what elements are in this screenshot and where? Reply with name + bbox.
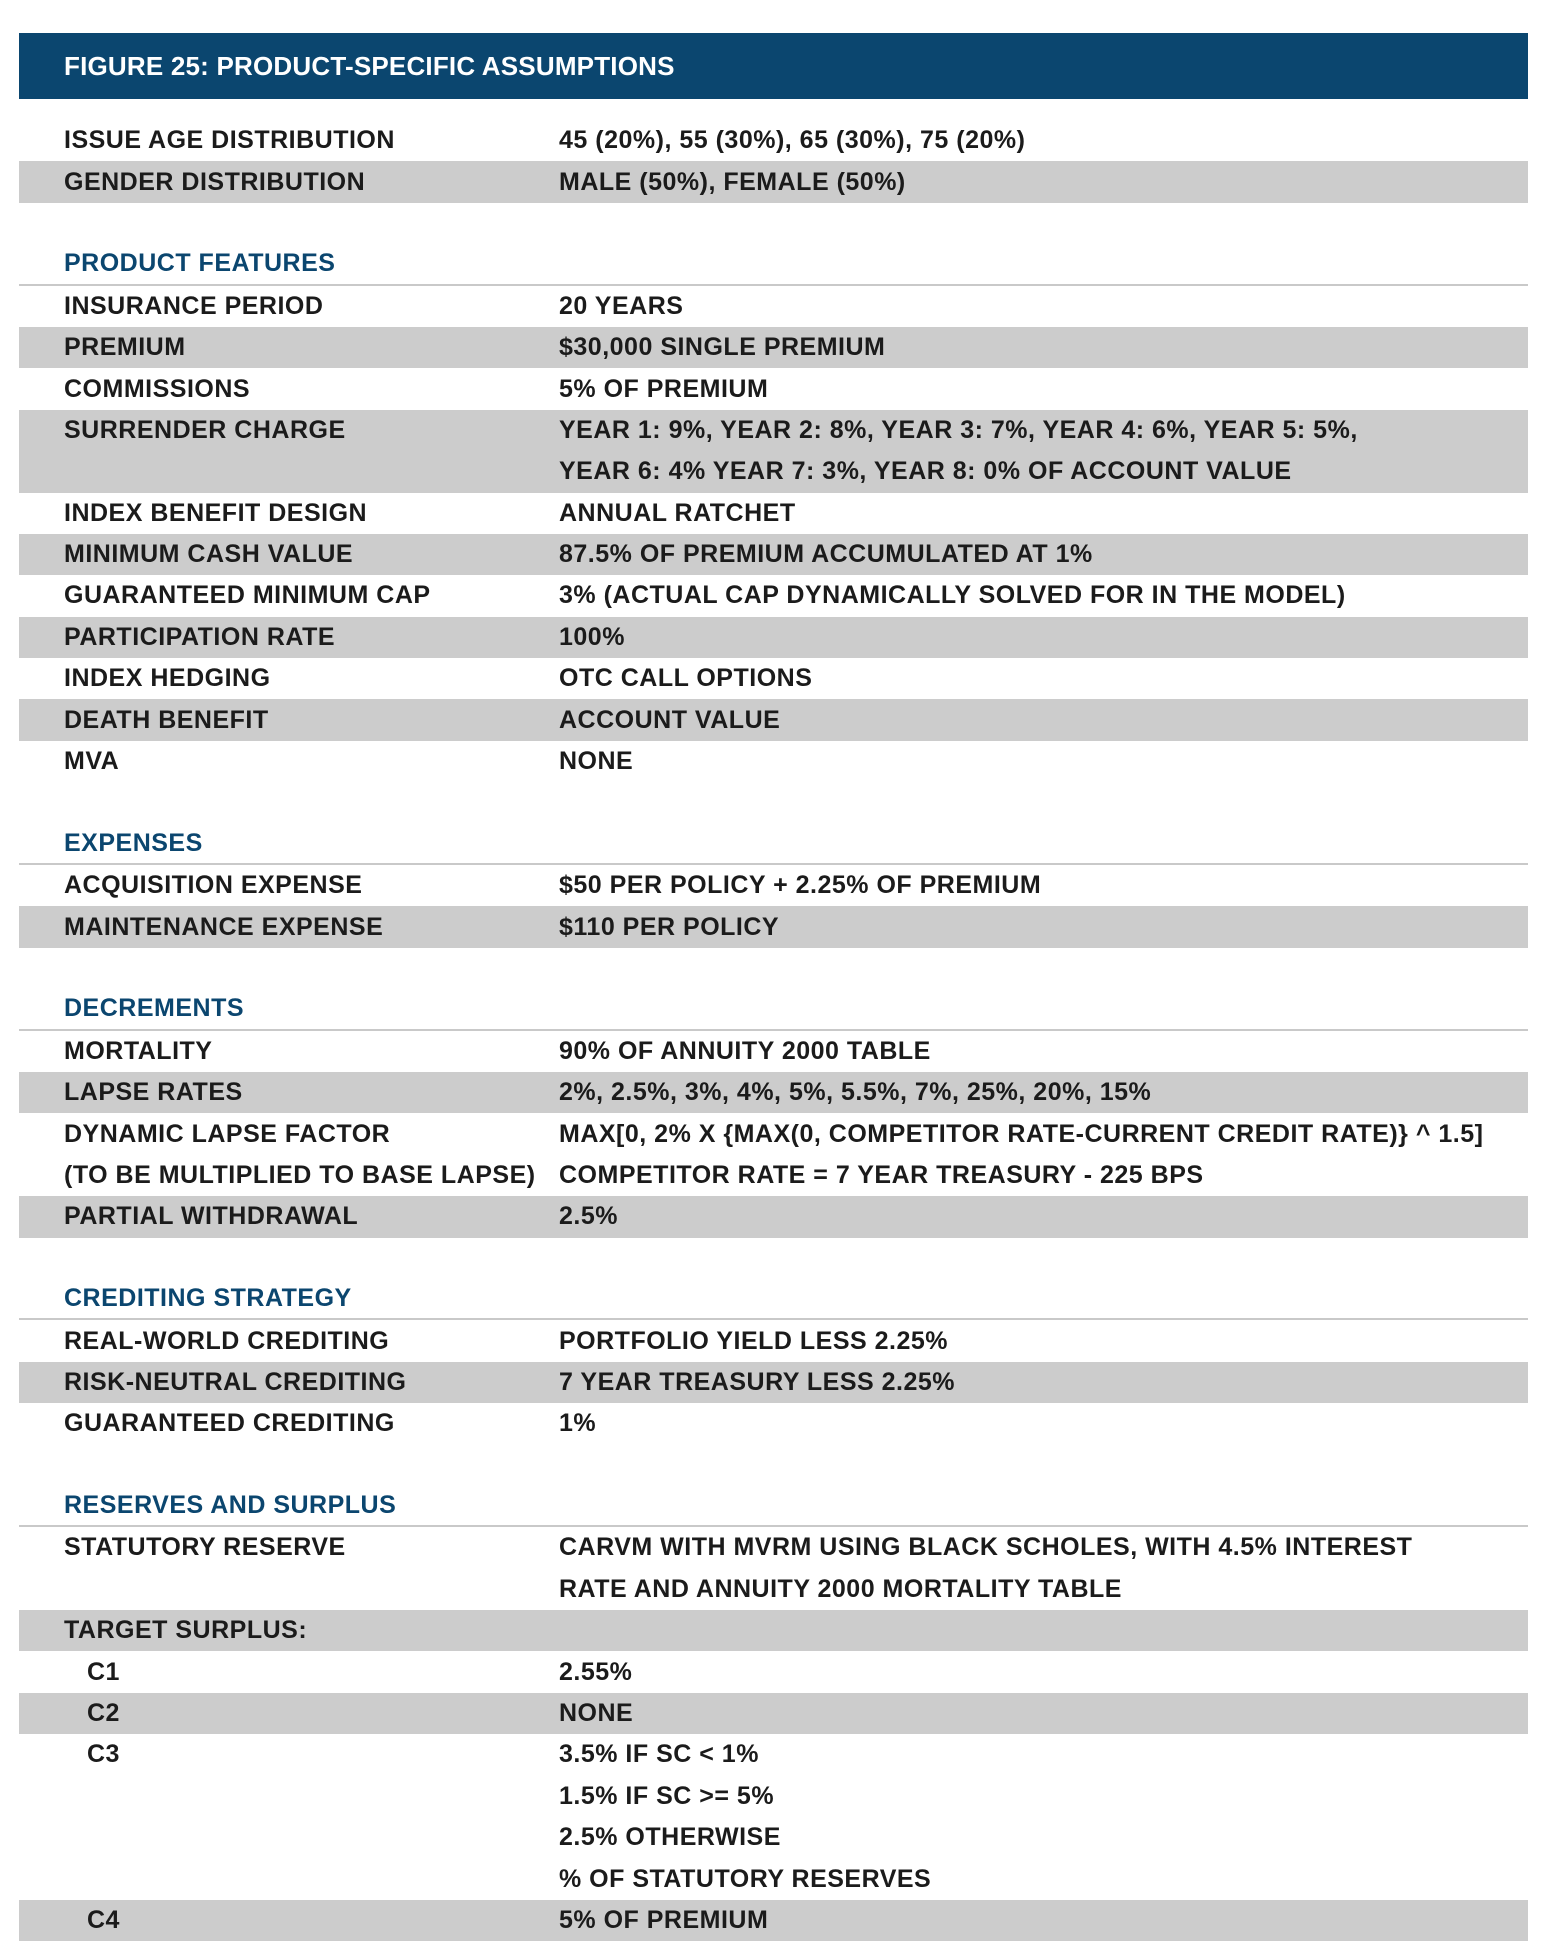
figure-title-bar [19, 33, 1528, 99]
table-row [19, 699, 1528, 740]
row-value: NONE [559, 1699, 634, 1728]
row-label: DYNAMIC LAPSE FACTOR [64, 1119, 391, 1148]
table-row [19, 1031, 1528, 1072]
row-label: GUARANTEED MINIMUM CAP [64, 581, 431, 610]
figure-title: FIGURE 25: PRODUCT-SPECIFIC ASSUMPTIONS [64, 50, 675, 81]
row-value: 87.5% OF PREMIUM ACCUMULATED AT 1% [559, 540, 1093, 569]
table-row [19, 120, 1528, 161]
row-label: C2 [87, 1699, 120, 1728]
row-value: $50 PER POLICY + 2.25% OF PREMIUM [559, 871, 1042, 900]
row-label: MORTALITY [64, 1036, 213, 1065]
row-label: INDEX BENEFIT DESIGN [64, 498, 368, 527]
table-row [19, 1196, 1528, 1237]
table-row [19, 410, 1528, 451]
table-row [19, 1113, 1528, 1154]
section-heading [19, 244, 1528, 285]
row-value: ACCOUNT VALUE [559, 705, 781, 734]
row-value: OTC CALL OPTIONS [559, 664, 813, 693]
row-label: PREMIUM [64, 333, 186, 362]
row-value: 2.5% OTHERWISE [559, 1823, 781, 1852]
section-spacer [19, 782, 1528, 823]
row-label: DEATH BENEFIT [64, 705, 269, 734]
section-spacer [19, 948, 1528, 989]
table-row [19, 1693, 1528, 1734]
row-label: INSURANCE PERIOD [64, 291, 324, 320]
section-spacer [19, 203, 1528, 244]
row-value: $110 PER POLICY [559, 912, 780, 941]
row-label: SURRENDER CHARGE [64, 415, 346, 444]
row-label: C1 [87, 1657, 120, 1686]
row-value: 1.5% IF SC >= 5% [559, 1781, 775, 1810]
row-value: 100% [559, 622, 625, 651]
section-heading-label: DECREMENTS [64, 994, 245, 1023]
row-value: NONE [559, 747, 634, 776]
row-value: 2%, 2.5%, 3%, 4%, 5%, 5.5%, 7%, 25%, 20%, 15% [559, 1078, 1152, 1107]
row-value: 20 YEARS [559, 291, 684, 320]
table-row [19, 451, 1528, 492]
row-label: C3 [87, 1740, 120, 1769]
table-row [19, 1569, 1528, 1610]
table-row [19, 741, 1528, 782]
section-heading-label: RESERVES AND SURPLUS [64, 1491, 397, 1520]
section-heading [19, 1279, 1528, 1320]
row-label: COMMISSIONS [64, 374, 251, 403]
table-row [19, 1527, 1528, 1568]
table-row [19, 534, 1528, 575]
row-label: ISSUE AGE DISTRIBUTION [64, 126, 395, 155]
section-spacer [19, 1445, 1528, 1486]
table-row [19, 327, 1528, 368]
table-row [19, 1651, 1528, 1692]
row-label: STATUTORY RESERVE [64, 1533, 346, 1562]
row-value: 2.55% [559, 1657, 633, 1686]
row-value: 5% OF PREMIUM [559, 374, 769, 403]
table-row [19, 1403, 1528, 1444]
section-heading-label: PRODUCT FEATURES [64, 249, 336, 278]
row-value: 2.5% [559, 1202, 618, 1231]
row-label: REAL-WORLD CREDITING [64, 1326, 390, 1355]
table-row [19, 575, 1528, 616]
row-value: $30,000 SINGLE PREMIUM [559, 333, 886, 362]
table-row [19, 1155, 1528, 1196]
row-label: ACQUISITION EXPENSE [64, 871, 363, 900]
table-row [19, 1320, 1528, 1361]
row-label: MINIMUM CASH VALUE [64, 540, 354, 569]
section-heading-label: CREDITING STRATEGY [64, 1284, 352, 1313]
row-value: PORTFOLIO YIELD LESS 2.25% [559, 1326, 949, 1355]
table-row [19, 286, 1528, 327]
table-row [19, 1072, 1528, 1113]
table-row [19, 1610, 1528, 1651]
row-value: RATE AND ANNUITY 2000 MORTALITY TABLE [559, 1574, 1122, 1603]
row-label: MAINTENANCE EXPENSE [64, 912, 384, 941]
table-row [19, 1900, 1528, 1941]
table-row [19, 1734, 1528, 1775]
row-value: 1% [559, 1409, 597, 1438]
row-label: LAPSE RATES [64, 1078, 243, 1107]
row-value: YEAR 6: 4% YEAR 7: 3%, YEAR 8: 0% OF ACCOUNT VALUE [559, 457, 1292, 486]
row-value: 5% OF PREMIUM [559, 1905, 769, 1934]
section-heading [19, 1486, 1528, 1527]
table-row [19, 368, 1528, 409]
row-value: 90% OF ANNUITY 2000 TABLE [559, 1036, 931, 1065]
table-row [19, 1776, 1528, 1817]
row-value: YEAR 1: 9%, YEAR 2: 8%, YEAR 3: 7%, YEAR 4: 6%, YEAR 5: 5%, [559, 415, 1358, 444]
row-label: INDEX HEDGING [64, 664, 271, 693]
table-row [19, 1817, 1528, 1858]
row-value: 7 YEAR TREASURY LESS 2.25% [559, 1367, 956, 1396]
section-heading [19, 824, 1528, 865]
row-label: PARTIAL WITHDRAWAL [64, 1202, 359, 1231]
section-spacer [19, 1238, 1528, 1279]
section-heading [19, 989, 1528, 1030]
row-value: COMPETITOR RATE = 7 YEAR TREASURY - 225 BPS [559, 1160, 1204, 1189]
table-row [19, 1362, 1528, 1403]
row-label: GUARANTEED CREDITING [64, 1409, 395, 1438]
section-heading-label: EXPENSES [64, 828, 203, 857]
row-label: (TO BE MULTIPLIED TO BASE LAPSE) [64, 1160, 536, 1189]
row-value: 45 (20%), 55 (30%), 65 (30%), 75 (20%) [559, 126, 1026, 155]
row-value: 3% (ACTUAL CAP DYNAMICALLY SOLVED FOR IN THE MODEL) [559, 581, 1346, 610]
row-value: MAX[0, 2% X {MAX(0, COMPETITOR RATE-CURRENT CREDIT RATE)} ^ 1.5] [559, 1119, 1484, 1148]
row-label: GENDER DISTRIBUTION [64, 167, 366, 196]
table-row [19, 1858, 1528, 1899]
table-row [19, 617, 1528, 658]
table-row [19, 161, 1528, 202]
row-label: PARTICIPATION RATE [64, 622, 336, 651]
row-label: MVA [64, 747, 120, 776]
table-row [19, 658, 1528, 699]
table-row [19, 493, 1528, 534]
assumptions-table [19, 120, 1528, 1941]
row-value: 3.5% IF SC < 1% [559, 1740, 759, 1769]
row-value: MALE (50%), FEMALE (50%) [559, 167, 906, 196]
row-label: C4 [87, 1905, 120, 1934]
row-label: RISK-NEUTRAL CREDITING [64, 1367, 407, 1396]
table-row [19, 865, 1528, 906]
table-row [19, 906, 1528, 947]
row-label: TARGET SURPLUS: [64, 1616, 308, 1645]
row-value: ANNUAL RATCHET [559, 498, 796, 527]
row-value: % OF STATUTORY RESERVES [559, 1864, 932, 1893]
row-value: CARVM WITH MVRM USING BLACK SCHOLES, WITH 4.5% INTEREST [559, 1533, 1413, 1562]
